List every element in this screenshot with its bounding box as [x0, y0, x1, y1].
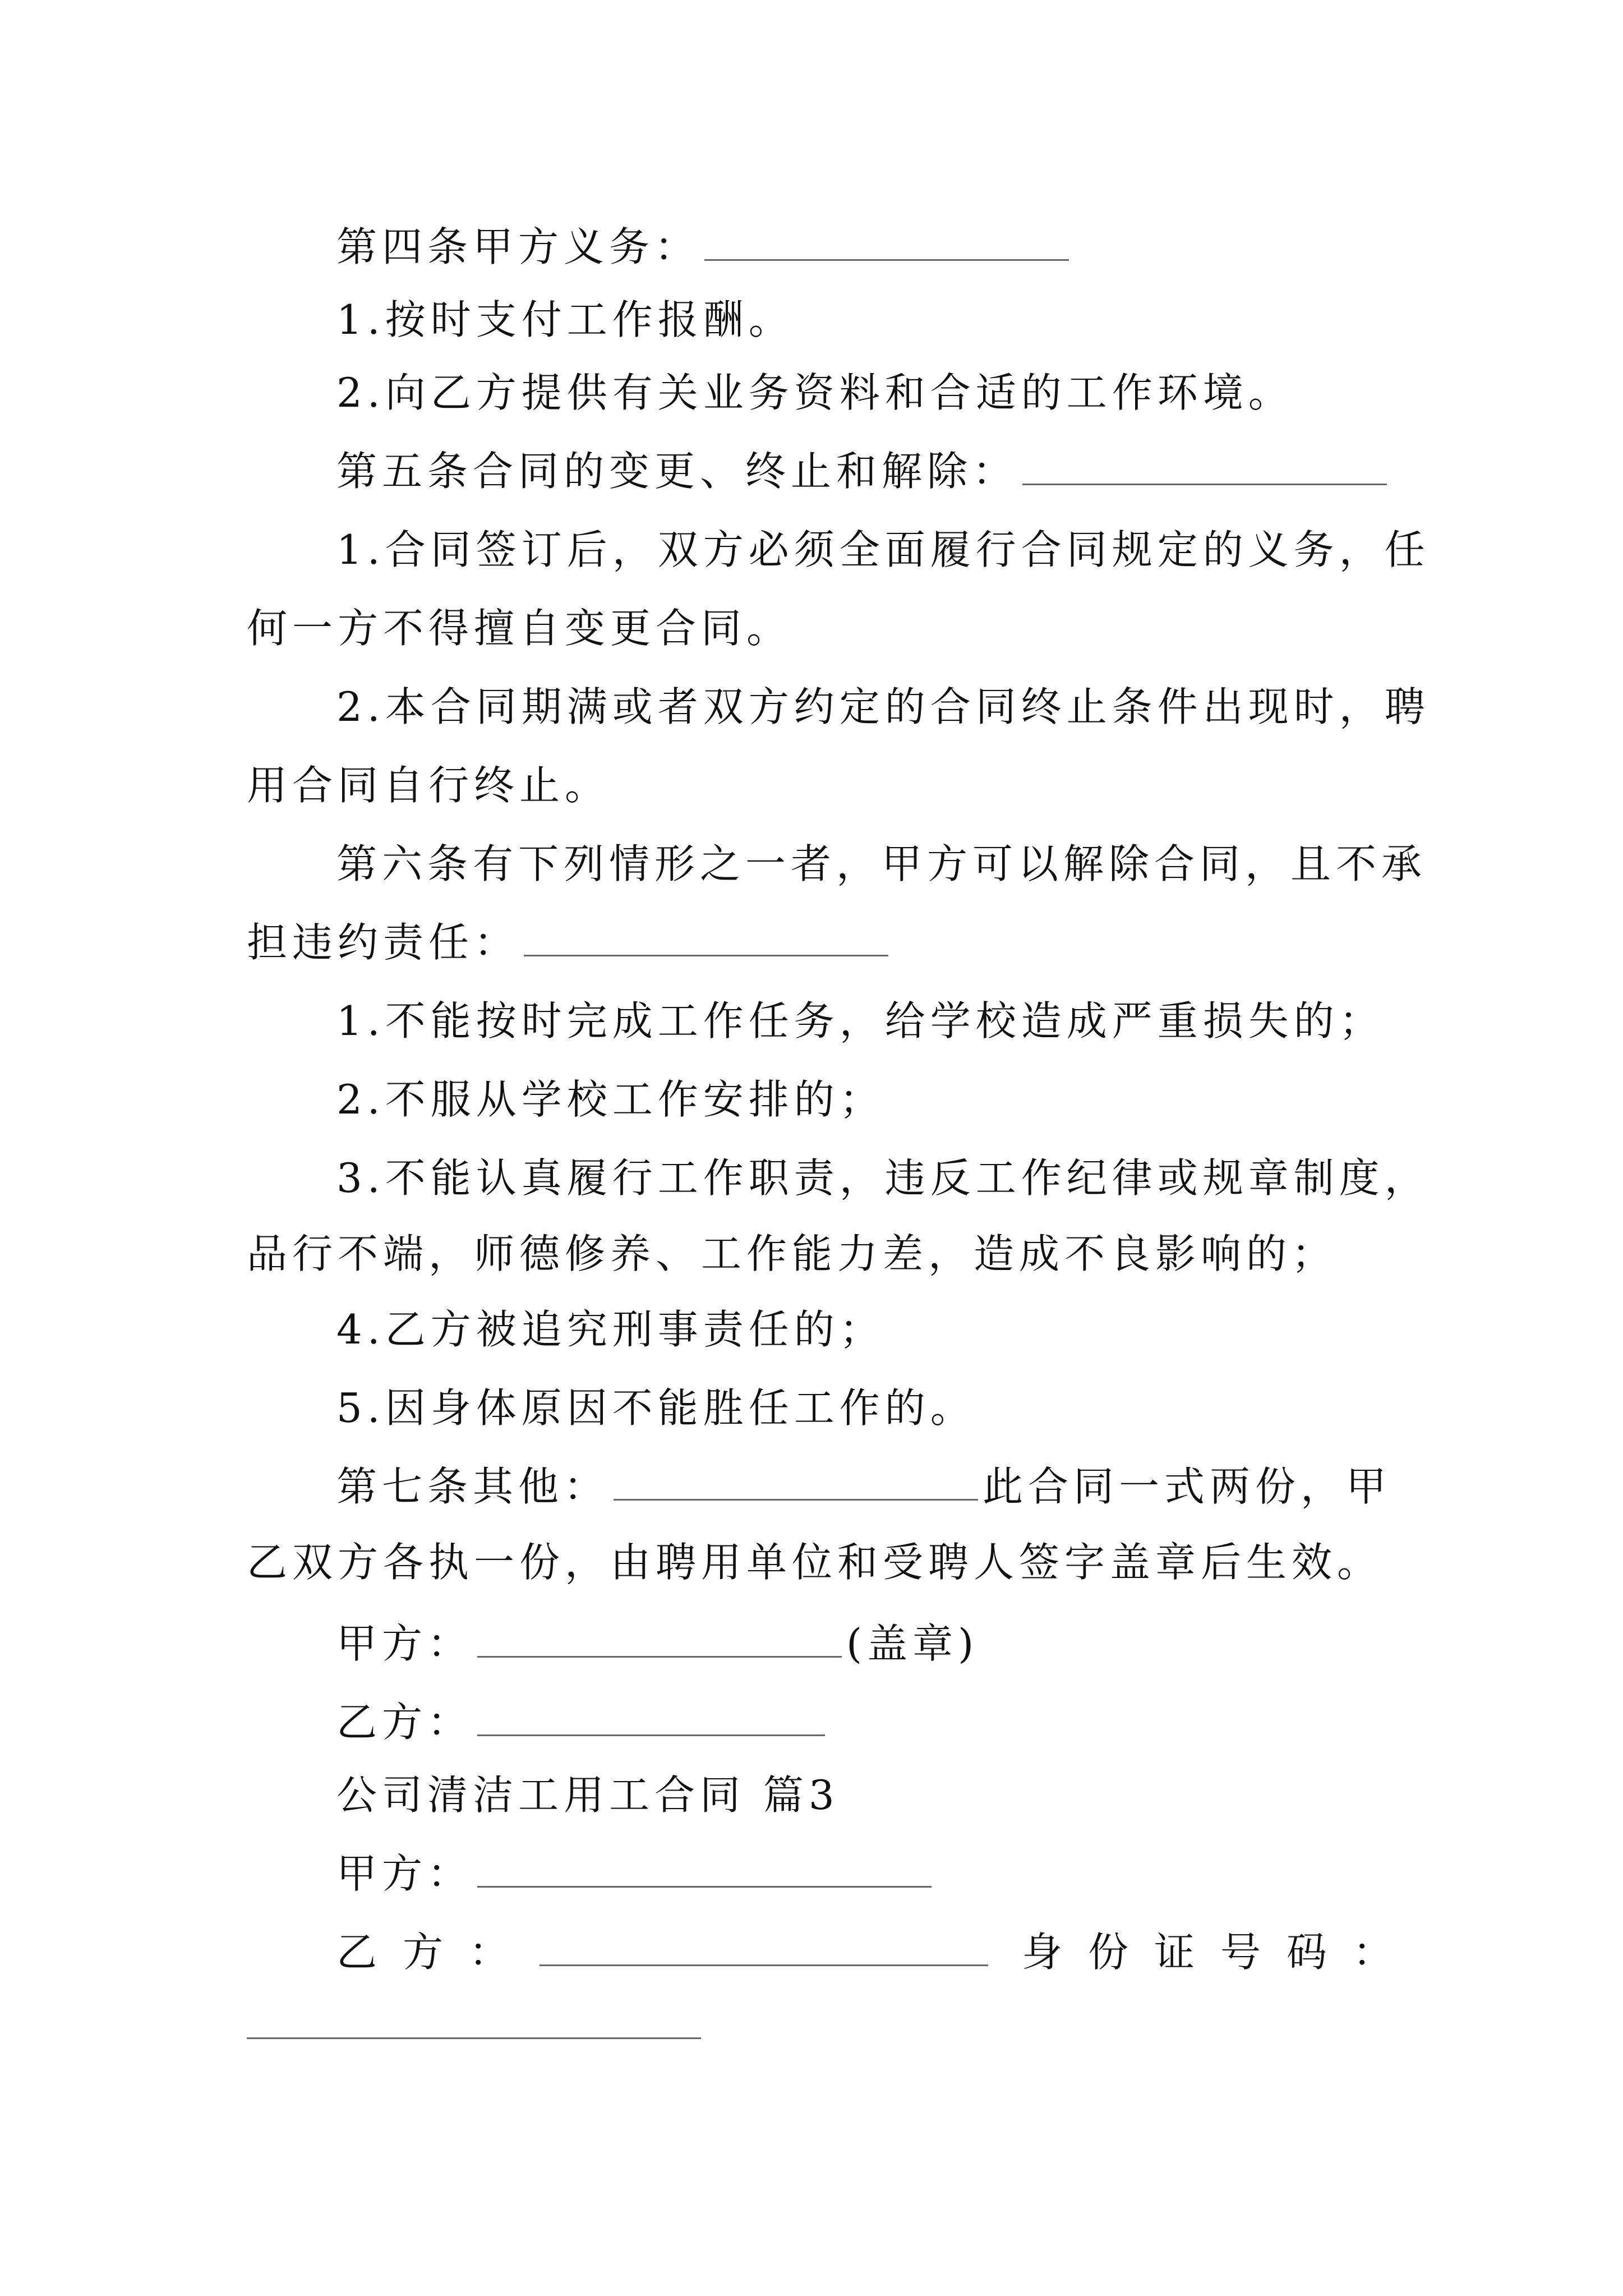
- article4-item-2: 2.向乙方提供有关业务资料和合适的工作环境。: [336, 369, 1294, 416]
- article6-item-3: 3.不能认真履行工作职责，违反工作纪律或规章制度，: [336, 1154, 1430, 1202]
- contract3-party-b-label: 乙方：: [336, 1929, 536, 1976]
- article4-title: 第四条甲方义务：: [336, 223, 700, 270]
- article6-item-3-cont: 品行不端，师德修养、工作能力差，造成不良影响的；: [247, 1230, 1338, 1277]
- contract3-party-a: [336, 1846, 936, 1902]
- article5-item1-line1: 1.合同签订后，双方必须全面履行合同规定的义务，任: [336, 526, 1430, 573]
- contract3-id-blank[interactable]: [247, 2003, 701, 2039]
- party-a-label: 甲方：: [336, 1620, 473, 1667]
- article6-item-2: 2.不服从学校工作安排的；: [336, 1076, 885, 1123]
- contract3-id-line: [247, 1997, 701, 2053]
- seal-label: (盖章): [846, 1620, 979, 1667]
- article7-tail: 此合同一式两份，甲: [983, 1463, 1392, 1510]
- article6-item-4: 4.乙方被追究刑事责任的；: [336, 1306, 885, 1353]
- article5-item2-line1: 2.本合同期满或者双方约定的合同终止条件出现时，聘: [336, 683, 1430, 730]
- contract3-heading: 公司清洁工用工合同 篇3: [336, 1772, 840, 1819]
- article6-item-1: 1.不能按时完成工作任务，给学校造成严重损失的；: [336, 997, 1385, 1045]
- article4-title-line: [336, 219, 1073, 275]
- article7-line1: [336, 1458, 1391, 1515]
- party-a-blank[interactable]: [477, 1621, 842, 1658]
- signature-party-a: [336, 1616, 979, 1672]
- article7-line2: 乙双方各执一份，由聘用单位和受聘人签字盖章后生效。: [247, 1539, 1383, 1586]
- article6-line2-text: 担违约责任：: [247, 919, 520, 966]
- article6-item-5: 5.因身体原因不能胜任工作的。: [336, 1384, 976, 1432]
- contract3-party-a-blank[interactable]: [477, 1851, 932, 1888]
- article7-blank[interactable]: [614, 1464, 978, 1501]
- article6-line2: [247, 914, 893, 970]
- article5-title-line: [336, 443, 1391, 499]
- party-b-label: 乙方：: [336, 1699, 473, 1746]
- signature-party-b: [336, 1694, 829, 1750]
- party-b-blank[interactable]: [477, 1700, 825, 1736]
- article4-item-1: 1.按时支付工作报酬。: [336, 296, 794, 343]
- contract3-party-b: [336, 1924, 1419, 1980]
- contract3-party-a-label: 甲方：: [336, 1850, 473, 1897]
- article6-blank[interactable]: [524, 920, 888, 956]
- article5-item1-line2: 何一方不得擅自变更合同。: [247, 605, 792, 652]
- article4-blank[interactable]: [704, 224, 1069, 261]
- article7-title: 第七条其他：: [336, 1463, 610, 1510]
- article5-blank[interactable]: [1022, 449, 1387, 485]
- article5-title: 第五条合同的变更、终止和解除：: [336, 448, 1018, 495]
- article6-line1: 第六条有下列情形之一者，甲方可以解除合同，且不承: [336, 840, 1427, 887]
- contract3-id-label: 身份证号码：: [1022, 1929, 1419, 1976]
- article5-item2-line2: 用合同自行终止。: [247, 762, 611, 809]
- contract3-party-b-blank[interactable]: [540, 1930, 988, 1966]
